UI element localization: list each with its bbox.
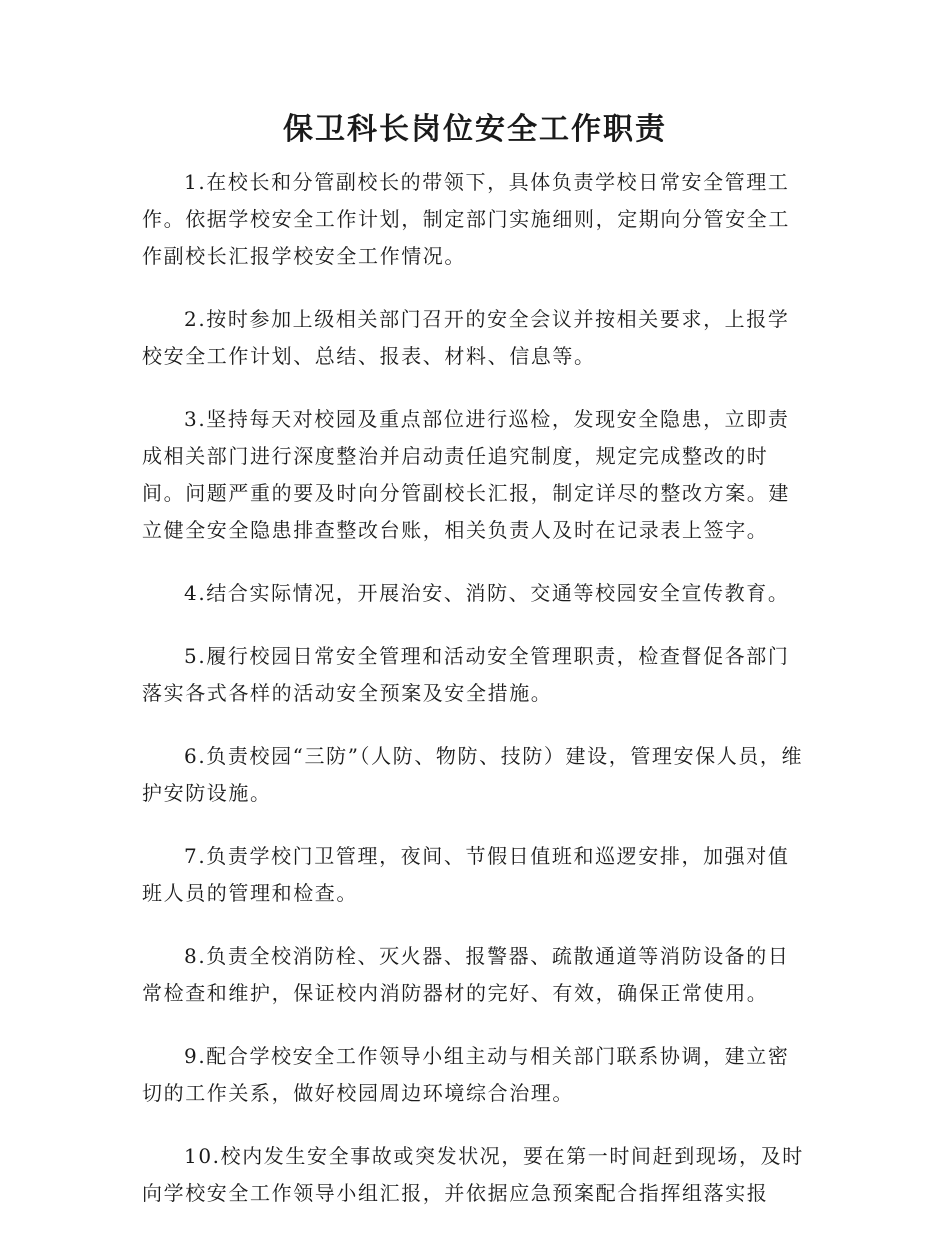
duty-item-9: 9.配合学校安全工作领导小组主动与相关部门联系协调，建立密切的工作关系，做好校园周边环境综合治理。 xyxy=(142,1044,790,1105)
duty-item-4: 4.结合实际情况，开展治安、消防、交通等校园安全宣传教育。 xyxy=(184,581,790,605)
duty-item-5: 5.履行校园日常安全管理和活动安全管理职责，检查督促各部门落实各式各样的活动安全预案及安全措施。 xyxy=(142,644,790,705)
duty-item-2: 2.按时参加上级相关部门召开的安全会议并按相关要求，上报学校安全工作计划、总结、报表、材料、信息等。 xyxy=(142,307,790,368)
duty-item-7: 7.负责学校门卫管理，夜间、节假日值班和巡逻安排，加强对值班人员的管理和检查。 xyxy=(142,844,790,905)
document-body xyxy=(142,164,808,1238)
duty-item-10: 10.校内发生安全事故或突发状况，要在第一时间赶到现场，及时向学校安全工作领导小组汇报，并依据应急预案配合指挥组落实报 xyxy=(142,1144,804,1205)
duty-item-1: 1.在校长和分管副校长的带领下，具体负责学校日常安全管理工作。依据学校安全工作计划，制定部门实施细则，定期向分管安全工作副校长汇报学校安全工作情况。 xyxy=(142,170,790,268)
duty-item-8: 8.负责全校消防栓、灭火器、报警器、疏散通道等消防设备的日常检查和维护，保证校内消防器材的完好、有效，确保正常使用。 xyxy=(142,944,790,1005)
document-title: 保卫科长岗位安全工作职责 xyxy=(283,112,667,147)
duty-item-6: 6.负责校园“三防”（人防、物防、技防）建设，管理安保人员，维护安防设施。 xyxy=(142,744,804,805)
duty-item-3: 3.坚持每天对校园及重点部位进行巡检，发现安全隐患，立即责成相关部门进行深度整治并启动责任追究制度，规定完成整改的时间。问题严重的要及时向分管副校长汇报，制定详尽的整改方案。建立健全安全隐患排查整改台账，相关负责人及时在记录表上签字。 xyxy=(142,407,790,542)
